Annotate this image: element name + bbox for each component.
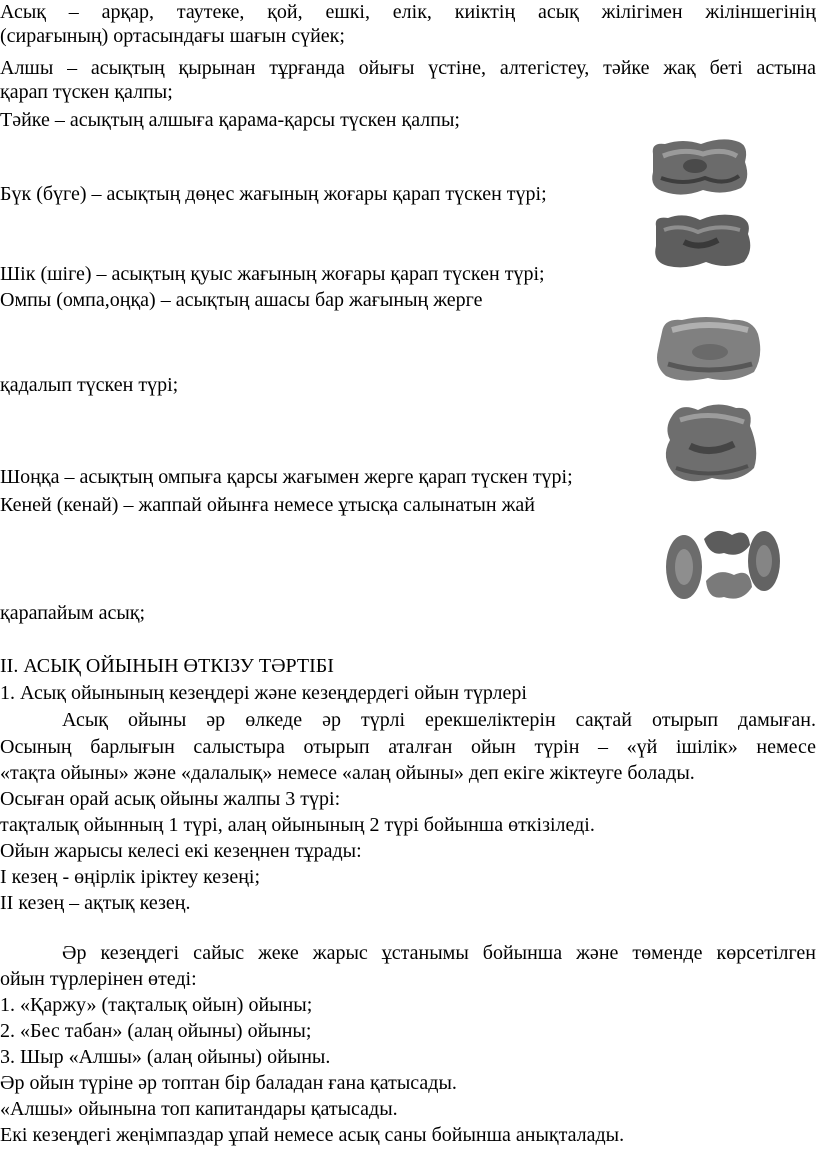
asyk-shik-photo <box>648 312 770 388</box>
text-line: Әр ойын түріне әр топтан бір баладан ғана қатысады. <box>0 1072 457 1094</box>
definition-asyk-line-2: (сирағының) ортасындағы шағын сүйек; <box>0 25 345 47</box>
paragraph-2-line-1: Әр кезеңдегі сайыс жеке жарыс ұстанымы бойынша және төменде көрсетілген <box>62 942 816 964</box>
definition-alshy-line-1: Алшы – асықтың қырынан тұрғанда ойығы үстіне, алтегістеу, тәйке жақ беті астына <box>0 57 816 79</box>
text-line: Ойын жарысы келесі екі кезеңнен тұрады: <box>0 840 362 862</box>
game-list-item: 1. «Қаржу» (тақталық ойын) ойыны; <box>0 994 313 1016</box>
stage-1-line: І кезең - өңірлік іріктеу кезеңі; <box>0 866 261 888</box>
definition-kenei-line-2: қарапайым асық; <box>0 602 146 624</box>
text-line: Екі кезеңдегі жеңімпаздар ұпай немесе асық саны бойынша анықталады. <box>0 1124 625 1146</box>
section-subheading: 1. Асық ойынының кезеңдері және кезеңдердегі ойын түрлері <box>0 682 527 704</box>
asyk-kenei-group-photo <box>660 517 786 609</box>
definition-asyk-line-1: Асық – арқар, таутеке, қой, ешкі, елік, киіктің асық жілігімен жіліншегінің <box>0 1 816 23</box>
text-line: Осыған орай асық ойыны жалпы 3 түрі: <box>0 788 341 810</box>
definition-shik: Шік (шіге) – асықтың қуыс жағының жоғары қарап түскен түрі; <box>0 263 545 285</box>
definition-ompy-line-1: Омпы (омпа,оңқа) – асықтың ашасы бар жағының жерге <box>0 289 483 311</box>
definition-ompy-line-2: қадалып түскен түрі; <box>0 374 179 396</box>
asyk-ompy-photo <box>650 398 770 490</box>
definition-alshy-line-2: қарап түскен қалпы; <box>0 81 173 103</box>
paragraph-1-line-3: «тақта ойыны» және «далалық» немесе «алаң ойыны» деп екіге жіктеуге болады. <box>0 762 695 784</box>
game-list-item: 2. «Бес табан» (алаң ойыны) ойыны; <box>0 1020 312 1042</box>
asyk-tayke-photo <box>643 132 755 202</box>
paragraph-1-line-1: Асық ойыны әр өлкеде әр түрлі ерекшеліктерін сақтай отырып дамыған. <box>62 709 816 731</box>
section-heading: ІІ. АСЫҚ ОЙЫНЫН ӨТКІЗУ ТӘРТІБІ <box>0 655 334 677</box>
definition-tayke: Тәйке – асықтың алшыға қарама-қарсы түскен қалпы; <box>0 109 460 131</box>
text-line: «Алшы» ойынына топ капитандары қатысады. <box>0 1098 398 1120</box>
paragraph-2-line-2: ойын түрлерінен өтеді: <box>0 968 197 990</box>
asyk-buk-photo <box>648 210 758 274</box>
definition-buk: Бүк (бүге) – асықтың дөңес жағының жоғары қарап түскен түрі; <box>0 183 547 205</box>
stage-2-line: ІІ кезең – ақтық кезең. <box>0 892 191 914</box>
definition-kenei-line-1: Кеней (кенай) – жаппай ойынға немесе ұтысқа салынатын жай <box>0 494 535 516</box>
text-line: тақталық ойынның 1 түрі, алаң ойынының 2 түрі бойынша өткізіледі. <box>0 814 595 836</box>
game-list-item: 3. Шыр «Алшы» (алаң ойыны) ойыны. <box>0 1046 331 1068</box>
paragraph-1-line-2: Осының барлығын салыстыра отырып аталған ойын түрін – «үй ішілік» немесе <box>0 736 816 758</box>
definition-shonka: Шоңқа – асықтың омпыға қарсы жағымен жерге қарап түскен түрі; <box>0 466 573 488</box>
